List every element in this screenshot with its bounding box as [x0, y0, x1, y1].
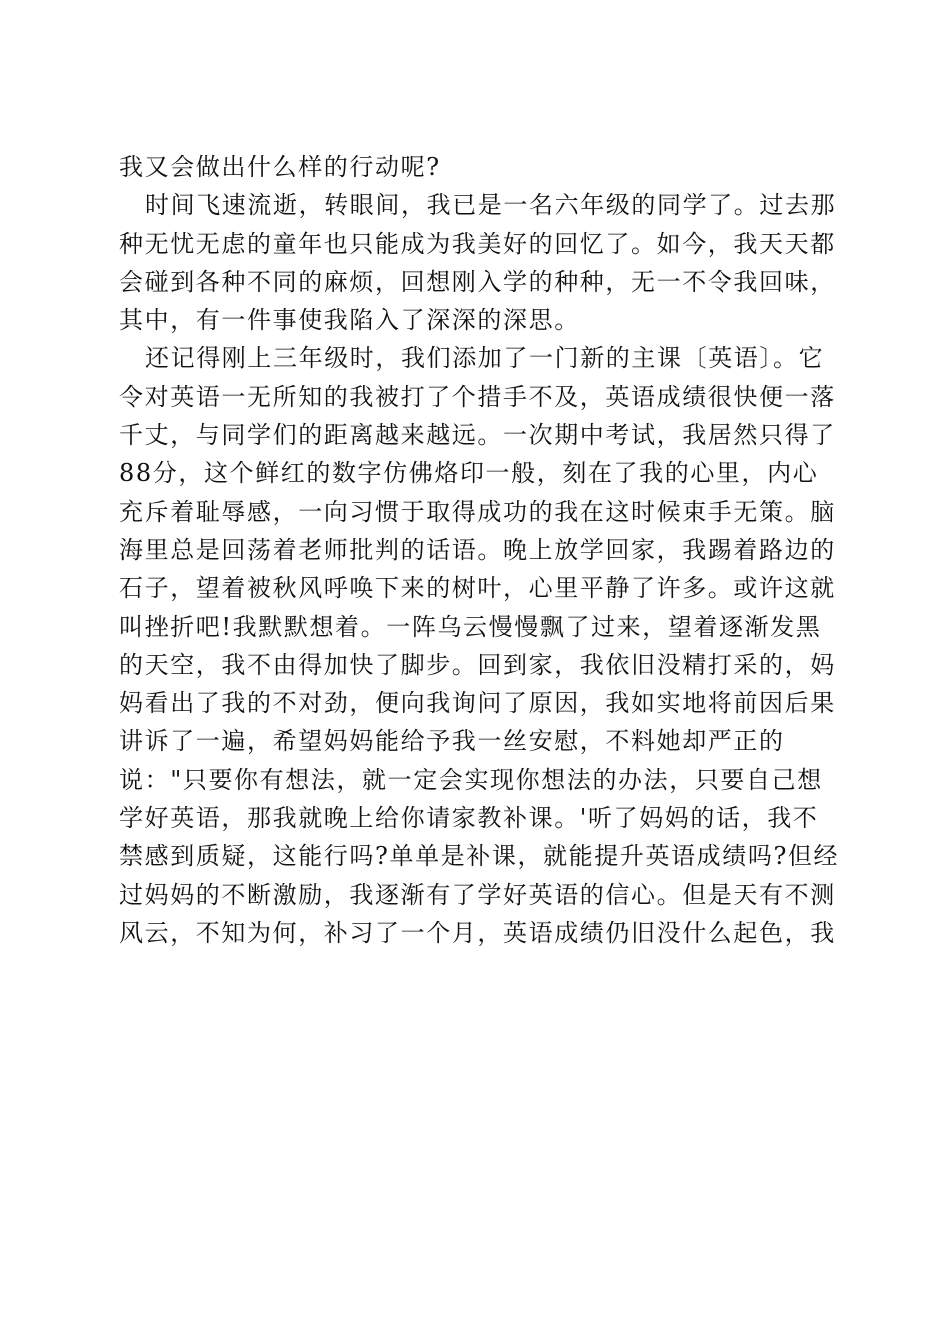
- text-line: 讲诉了一遍，希望妈妈能给予我一丝安慰，不料她却严正的: [119, 727, 785, 756]
- text-line: 说："只要你有想法，就一定会实现你想法的办法，只要自己想: [119, 765, 823, 794]
- text-line: 充斥着耻辱感，一向习惯于取得成功的我在这时候束手无策。脑: [119, 497, 836, 526]
- text-line: 会碰到各种不同的麻烦，回想刚入学的种种，无一不令我回味，: [119, 267, 836, 296]
- text-line: 禁感到质疑，这能行吗?单单是补课，就能提升英语成绩吗?但经: [119, 842, 840, 871]
- text-line: 妈看出了我的不对劲，便向我询问了原因，我如实地将前因后果: [119, 689, 836, 718]
- text-line: 令对英语一无所知的我被打了个措手不及，英语成绩很快便一落: [119, 382, 836, 411]
- text-line: 我又会做出什么样的行动呢?: [119, 153, 441, 181]
- text-line: 过妈妈的不断激励，我逐渐有了学好英语的信心。但是天有不测: [119, 880, 836, 909]
- text-line: 时间飞速流逝，转眼间，我已是一名六年级的同学了。过去那: [145, 191, 837, 220]
- text-line: 的天空，我不由得加快了脚步。回到家，我依旧没精打采的，妈: [119, 650, 836, 679]
- text-line: 千丈，与同学们的距离越来越远。一次期中考试，我居然只得了: [119, 421, 836, 450]
- text-line: 学好英语，那我就晚上给你请家教补课。'听了妈妈的话，我不: [119, 804, 819, 833]
- text-line: 其中，有一件事使我陷入了深深的深思。: [119, 306, 580, 335]
- text-line: 石子，望着被秋风呼唤下来的树叶，心里平静了许多。或许这就: [119, 574, 836, 603]
- text-line: 风云，不知为何，补习了一个月，英语成绩仍旧没什么起色，我: [119, 918, 836, 947]
- body-text: [119, 148, 839, 952]
- text-line: 叫挫折吧!我默默想着。一阵乌云慢慢飘了过来，望着逐渐发黑: [119, 612, 822, 641]
- text-line: 种无忧无虑的童年也只能成为我美好的回忆了。如今，我天天都: [119, 229, 836, 258]
- text-line: 88分，这个鲜红的数字仿佛烙印一般，刻在了我的心里，内心: [119, 459, 819, 488]
- text-line: 还记得刚上三年级时，我们添加了一门新的主课〔英语〕。它: [145, 344, 825, 373]
- text-line: 海里总是回荡着老师批判的话语。晚上放学回家，我踢着路边的: [119, 535, 836, 564]
